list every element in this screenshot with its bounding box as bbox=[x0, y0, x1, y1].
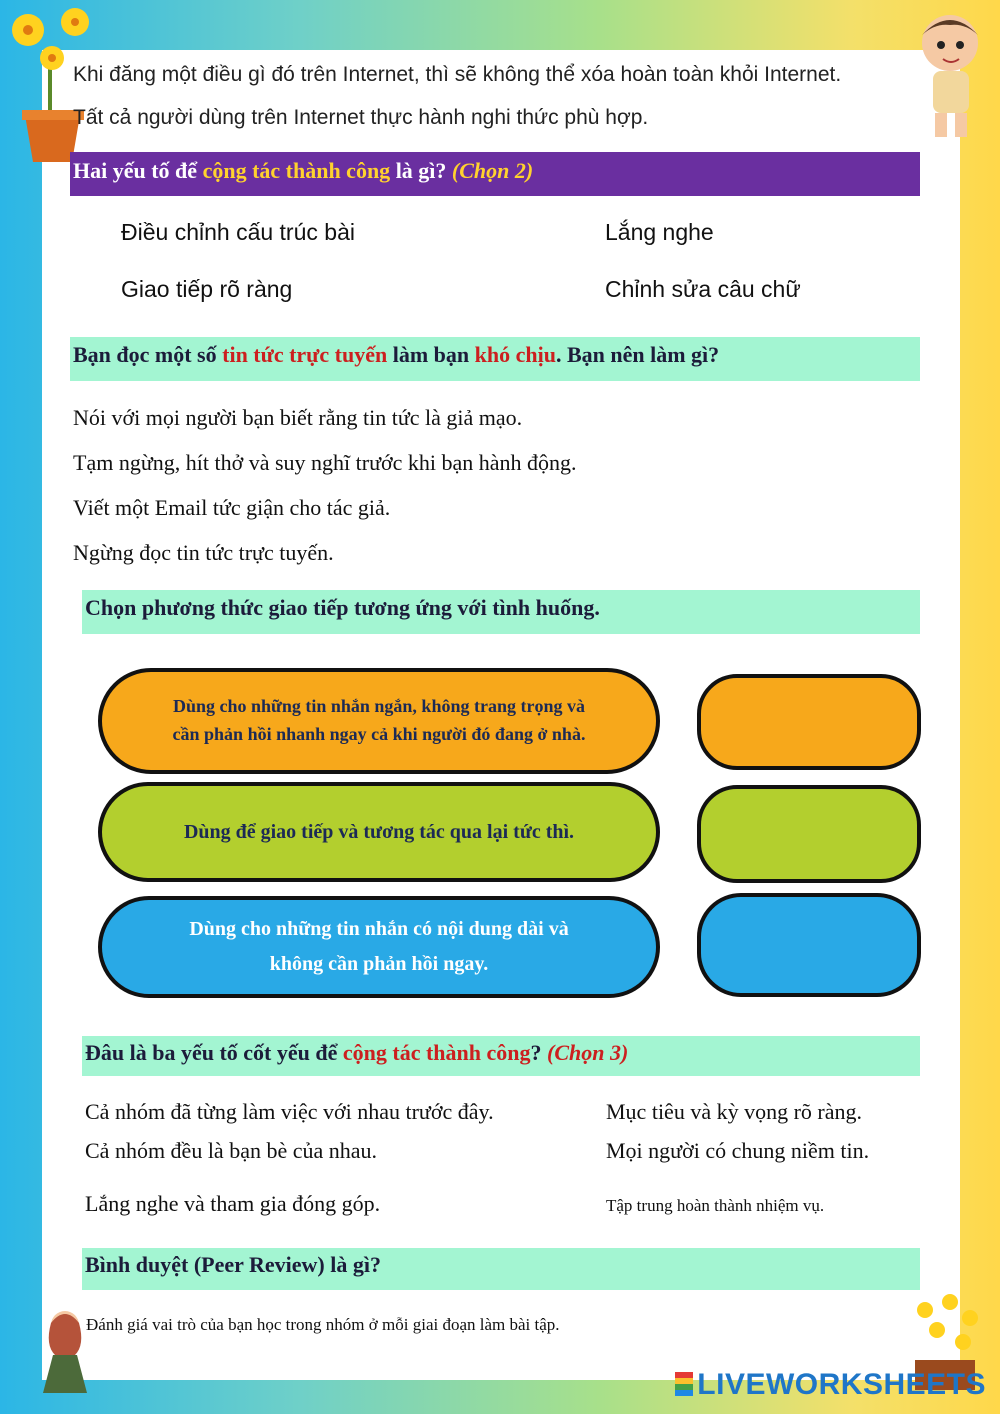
q4-option[interactable]: Mục tiêu và kỳ vọng rõ ràng. bbox=[606, 1099, 862, 1124]
q4-option[interactable]: Mọi người có chung niềm tin. bbox=[606, 1138, 870, 1163]
q2-option[interactable]: Tạm ngừng, hít thở và suy nghĩ trước khi bạn hành động. bbox=[73, 450, 577, 475]
question-3-bar bbox=[82, 590, 920, 634]
answer-drop-zone-2[interactable] bbox=[697, 785, 921, 883]
question-1-bar bbox=[70, 152, 920, 196]
q2-option[interactable]: Viết một Email tức giận cho tác giả. bbox=[73, 495, 391, 520]
intro-line-1: Khi đăng một điều gì đó trên Internet, thì sẽ không thể xóa hoàn toàn khỏi Internet. bbox=[73, 63, 842, 86]
situation-line: Dùng cho những tin nhắn ngắn, không trang trọng và bbox=[173, 696, 585, 717]
question-4-bar bbox=[82, 1036, 920, 1076]
intro-line-2: Tất cả người dùng trên Internet thực hành nghi thức phù hợp. bbox=[73, 106, 649, 129]
liveworksheets-logo bbox=[675, 1368, 986, 1402]
question-5-bar bbox=[82, 1248, 920, 1290]
q2-option[interactable]: Nói với mọi người bạn biết rằng tin tức là giả mạo. bbox=[73, 405, 523, 430]
q1-option[interactable]: Lắng nghe bbox=[605, 219, 714, 245]
question-5-title: Bình duyệt (Peer Review) là gì? bbox=[85, 1252, 381, 1277]
situation-line: Dùng cho những tin nhắn có nội dung dài và bbox=[189, 918, 569, 940]
q1-option[interactable]: Giao tiếp rõ ràng bbox=[121, 276, 293, 302]
question-2-text: . Bạn nên làm gì? bbox=[555, 342, 720, 367]
q4-option[interactable]: Cả nhóm đã từng làm việc với nhau trước đây. bbox=[85, 1099, 494, 1124]
question-1-highlight: cộng tác thành công bbox=[202, 158, 391, 183]
situation-line: không cần phản hồi ngay. bbox=[269, 953, 489, 975]
situation-pill-1 bbox=[98, 668, 660, 774]
question-3-title: Chọn phương thức giao tiếp tương ứng với tình huống. bbox=[85, 595, 600, 620]
question-2-highlight: khó chịu bbox=[474, 342, 556, 367]
q2-option[interactable]: Ngừng đọc tin tức trực tuyến. bbox=[73, 540, 334, 565]
q5-option[interactable]: Đánh giá vai trò của bạn học trong nhóm ở mỗi giai đoạn làm bài tập. bbox=[86, 1315, 560, 1334]
question-1-title bbox=[73, 158, 533, 184]
situation-pill-2 bbox=[98, 782, 660, 882]
question-1-prefix: Hai yếu tố để bbox=[73, 158, 203, 183]
q1-option[interactable]: Điều chỉnh cấu trúc bài bbox=[121, 219, 355, 245]
question-4-hint: (Chọn 3) bbox=[547, 1040, 629, 1065]
q4-option[interactable]: Cả nhóm đều là bạn bè của nhau. bbox=[85, 1138, 378, 1163]
question-4-text: Đâu là ba yếu tố cốt yếu để bbox=[85, 1040, 343, 1065]
situation-line: Dùng để giao tiếp và tương tác qua lại tức thì. bbox=[183, 820, 575, 843]
situation-line: cần phản hồi nhanh ngay cả khi người đó đang ở nhà. bbox=[172, 724, 586, 744]
question-4-title bbox=[85, 1040, 628, 1066]
question-2-highlight: tin tức trực tuyến bbox=[222, 342, 388, 367]
logo-text: LIVEWORKSHEETS bbox=[697, 1368, 986, 1401]
question-4-text: ? bbox=[530, 1040, 548, 1065]
question-1-suffix: là gì? bbox=[390, 158, 452, 183]
question-2-text: làm bạn bbox=[387, 342, 475, 367]
answer-drop-zone-3[interactable] bbox=[697, 893, 921, 997]
question-2-text: Bạn đọc một số bbox=[73, 342, 223, 367]
q1-option[interactable]: Chỉnh sửa câu chữ bbox=[605, 276, 801, 302]
situation-pill-3 bbox=[98, 896, 660, 998]
q4-option[interactable]: Lắng nghe và tham gia đóng góp. bbox=[85, 1191, 381, 1216]
situation-text-3 bbox=[189, 912, 568, 982]
situation-text-1 bbox=[173, 693, 586, 749]
question-2-bar bbox=[70, 337, 920, 381]
logo-mark-icon bbox=[675, 1372, 693, 1396]
question-4-highlight: cộng tác thành công bbox=[342, 1040, 531, 1065]
situation-text-2 bbox=[184, 817, 574, 848]
answer-drop-zone-1[interactable] bbox=[697, 674, 921, 770]
question-1-hint: (Chọn 2) bbox=[451, 158, 534, 183]
q4-option[interactable]: Tập trung hoàn thành nhiệm vụ. bbox=[606, 1196, 825, 1215]
question-2-title bbox=[73, 342, 719, 368]
